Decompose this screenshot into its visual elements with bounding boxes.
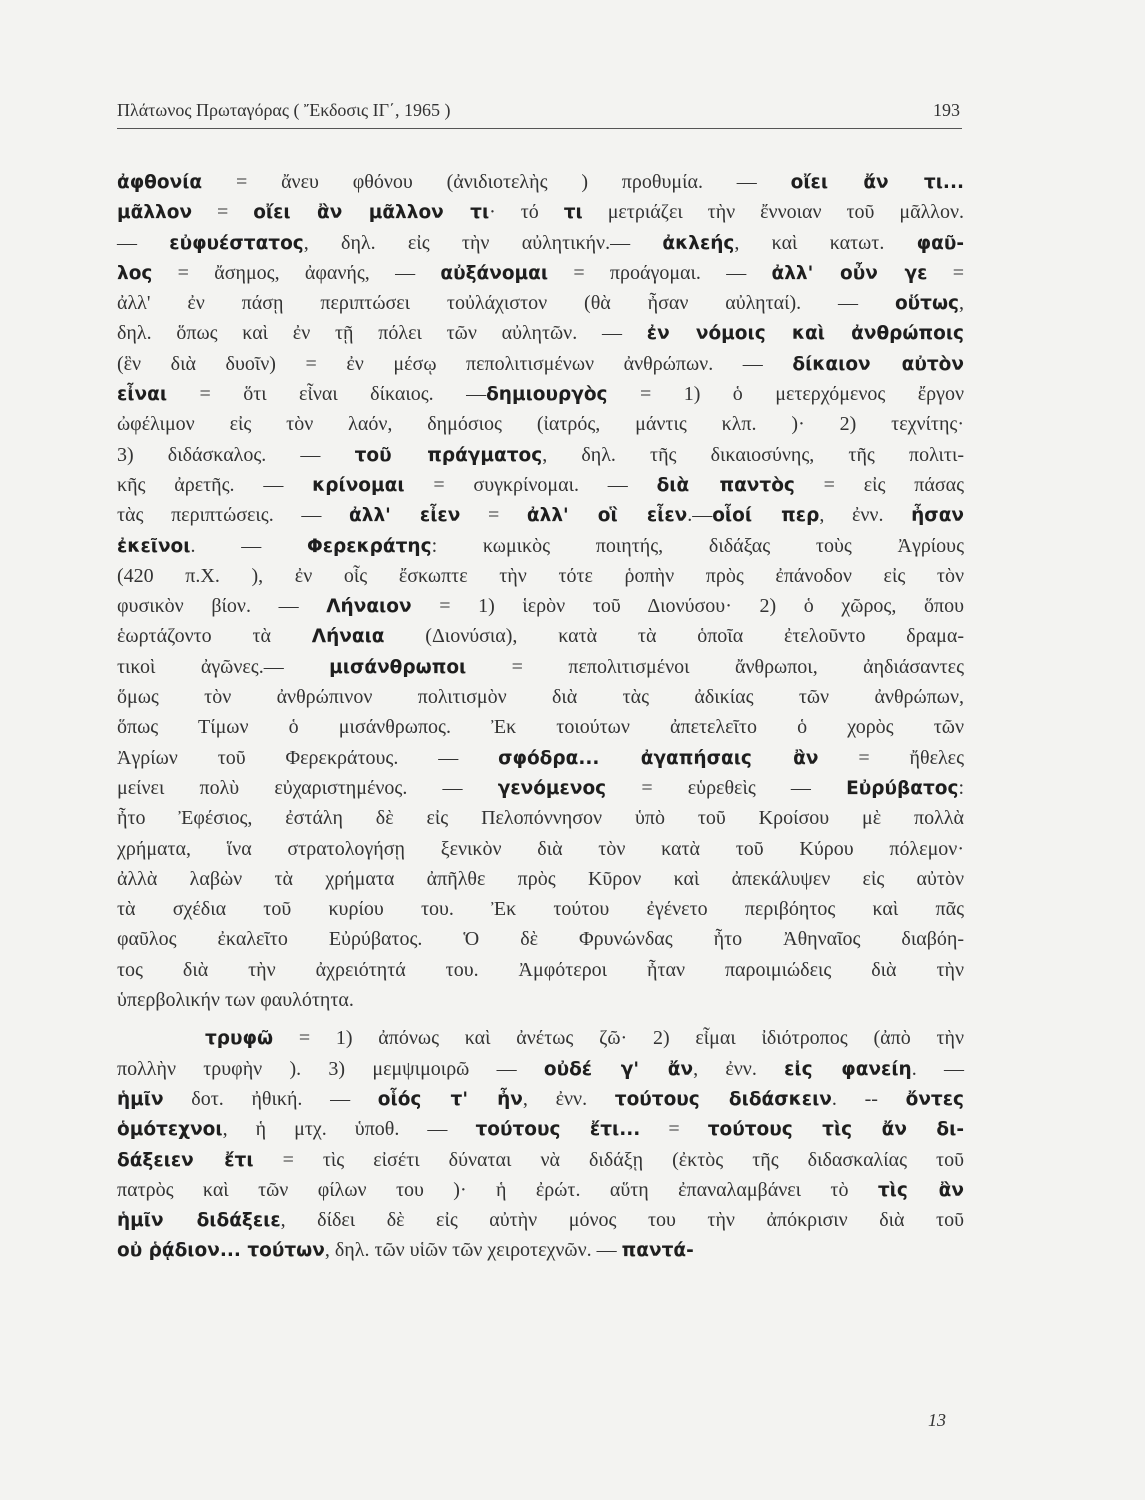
lemma: τὶς ἂν: [877, 1179, 964, 1201]
gloss: , δηλ. τῆς δικαιοσύνης, τῆς πολιτι-: [542, 443, 965, 466]
lemma: ἦσαν: [911, 505, 965, 527]
text-line: [117, 773, 964, 803]
lemma: μᾶλλον: [117, 202, 193, 224]
text-line: [117, 349, 964, 379]
lemma: οὐδέ γ' ἄν: [543, 1058, 694, 1080]
gloss: = ἄνευ φθόνου (ἀνιδιοτελὴς ) προθυμία. —: [202, 171, 791, 193]
lemma: Λήναια: [311, 626, 385, 648]
gloss: , ἡ μτχ. ὑποθ. —: [222, 1118, 476, 1141]
text-line: [117, 531, 964, 561]
lemma: εἶναι: [117, 384, 168, 406]
lemma: ἡμῖν: [117, 1088, 164, 1110]
lemma: ἐν νόμοις καὶ ἀνθρώποις: [646, 323, 965, 345]
lemma: οἴει ἄν τι...: [790, 172, 964, 193]
gloss: = 1) ἀπόνως καὶ ἀνέτως ζῶ· 2) εἶμαι ἰδιότροπος (ἀπὸ τὴν: [273, 1027, 964, 1050]
gloss: = εὑρεθεὶς —: [606, 776, 847, 799]
gloss: (Διονύσια), κατὰ τὰ ὁποῖα ἐτελοῦντο δραμα-: [384, 625, 964, 648]
lemma: οὕτως: [894, 293, 959, 315]
lemma: μισάνθρωποι: [329, 656, 467, 678]
gloss: =: [640, 1118, 708, 1141]
lemma: Εὐρύβατος: [846, 777, 959, 799]
gloss: , καὶ κατωτ.: [734, 231, 917, 254]
lemma: δάξειεν ἔτι: [117, 1149, 254, 1171]
gloss: τικοὶ ἀγῶνες.—: [117, 655, 330, 678]
lemma: ἐκεῖνοι: [117, 535, 191, 557]
gloss: πατρὸς καὶ τῶν φίλων του )· ἡ ἐρώτ. αὕτη ἐπαναλαμβάνει τὸ: [117, 1178, 878, 1201]
lemma: σφόδρα... ἀγαπήσαις ἂν: [498, 747, 819, 769]
gloss: πολλὴν τρυφὴν ). 3) μεμψιμοιρῶ —: [117, 1057, 544, 1080]
gloss: τὰς περιπτώσεις. —: [117, 504, 350, 527]
gloss: = 1) ἱερὸν τοῦ Διονύσου· 2) ὁ χῶρος, ὅπου: [411, 595, 964, 618]
text-line: [117, 834, 964, 864]
text-line: [117, 1054, 964, 1084]
text-line: [117, 197, 964, 227]
text-line: [117, 924, 964, 954]
text-line: [117, 470, 964, 500]
gloss: δοτ. ἠθική. —: [163, 1087, 378, 1110]
lemma: τούτους ἔτι...: [475, 1119, 641, 1141]
gloss: . —: [911, 1057, 964, 1080]
lemma: τούτους διδάσκειν: [614, 1088, 832, 1110]
gloss: (420 π.Χ. ), ἐν οἷς ἔσκωπτε τὴν τότε ῥοπὴν πρὸς ἐπάνοδον εἰς τὸν: [117, 564, 964, 587]
text-line: [117, 1205, 964, 1235]
lemma: γενόμενος: [497, 777, 607, 799]
gloss: ὠφέλιμον εἰς τὸν λαόν, δημόσιος (ἰατρός, μάντις κλπ. )· 2) τεχνίτης·: [117, 413, 964, 436]
page-header: [117, 96, 962, 129]
gloss: ὅπως Τίμων ὁ μισάνθρωπος. Ἐκ τοιούτων ἀπετελεῖτο ὁ χορὸς τῶν: [117, 716, 964, 739]
gloss: δηλ. ὅπως καὶ ἐν τῇ πόλει τῶν αὐλητῶν. —: [117, 322, 647, 345]
lemma: τι: [563, 202, 583, 224]
text-line: [117, 682, 964, 712]
gloss: , δηλ. εἰς τὴν αὐλητικήν.—: [303, 231, 663, 254]
lemma: ὄντες: [905, 1088, 965, 1110]
text-line: [117, 864, 964, 894]
text-line: [117, 500, 964, 530]
text-line: [117, 652, 964, 682]
gloss: = εἰς πάσας: [794, 473, 965, 496]
gloss: , δίδει δὲ εἰς αὐτὴν μόνος του τὴν ἀπόκρισιν διὰ τοῦ: [280, 1209, 964, 1232]
gloss: φαῦλος ἐκαλεῖτο Εὐρύβατος. Ὁ δὲ Φρυνώνδας ἦτο Ἀθηναῖος διαβόη-: [117, 928, 964, 951]
gloss: χρήματα, ἵνα στρατολογήσῃ ξενικὸν διὰ τὸν κατὰ τοῦ Κύρου πόλεμον·: [117, 837, 964, 860]
text-line: [117, 621, 964, 651]
gloss: ἑωρτάζοντο τὰ: [117, 625, 312, 648]
lemma: τρυφῶ: [205, 1028, 274, 1050]
lemma: οἷοί περ: [712, 505, 820, 527]
commentary-text: [117, 167, 964, 1266]
text-line: [117, 1235, 964, 1265]
gloss: = συγκρίνομαι. —: [404, 473, 657, 496]
lemma: κρίνομαι: [312, 474, 405, 496]
gloss: φυσικὸν βίον. —: [117, 595, 327, 618]
lemma: οἷός τ' ἦν: [377, 1088, 523, 1110]
lemma: ἀλλ' εἶεν: [349, 505, 461, 527]
gloss: —: [117, 231, 170, 254]
gloss: =: [192, 201, 254, 224]
gloss: ὅμως τὸν ἀνθρώπινον πολιτισμὸν διὰ τὰς ἀδικίας τῶν ἀνθρώπων,: [117, 686, 964, 709]
running-title: Πλάτωνος Πρωταγόρας ( Ἔκδοσις ΙΓ΄, 1965 ): [117, 100, 451, 120]
gloss: = πεπολιτισμένοι ἄνθρωποι, ἀηδιάσαντες: [466, 655, 964, 678]
gloss: , ἐνν.: [819, 504, 912, 527]
text-line: [117, 1145, 964, 1175]
text-line: [117, 803, 964, 833]
gloss: ,: [959, 292, 964, 315]
gloss: κῆς ἀρετῆς. —: [117, 473, 313, 496]
lemma: ἀφθονία: [117, 172, 203, 193]
gloss: · τό: [489, 201, 564, 224]
text-line: [117, 228, 964, 258]
text-line: [117, 1114, 964, 1144]
gloss: μείνει πολὺ εὐχαριστημένος. —: [117, 776, 498, 799]
lemma: ἀλλ' οὖν γε: [771, 262, 928, 284]
gloss: 3) διδάσκαλος. —: [117, 443, 355, 466]
gloss: (ἓν διὰ δυοῖν) = ἐν μέσῳ πεπολιτισμένων ἀνθρώπων. —: [117, 352, 793, 375]
lemma: οἴει ἂν μᾶλλον τι: [253, 202, 490, 224]
lemma: δημιουργὸς: [486, 384, 608, 406]
gloss: = ἤθελες: [818, 746, 964, 769]
lemma: δίκαιον αὐτὸν: [792, 353, 964, 375]
text-line: [117, 894, 964, 924]
text-line: [117, 743, 964, 773]
gloss: =: [460, 504, 527, 527]
text-line: [117, 712, 964, 742]
lemma: Λήναιον: [326, 596, 412, 618]
lemma: τοῦ πράγματος: [354, 444, 543, 466]
lemma: διὰ παντὸς: [656, 474, 795, 496]
gloss: = προάγομαι. —: [548, 261, 772, 284]
text-line: [117, 955, 964, 985]
lemma: παντά-: [621, 1240, 694, 1262]
gloss: , ἐνν.: [522, 1087, 615, 1110]
gloss: =: [927, 261, 965, 284]
text-line: [117, 288, 964, 318]
lemma: ἡμῖν διδάξειε: [117, 1210, 281, 1232]
gloss: . —: [190, 534, 307, 557]
text-line: [117, 167, 964, 197]
lemma: λος: [117, 262, 153, 284]
text-line: [117, 318, 964, 348]
gloss: μετριάζει τὴν ἔννοιαν τοῦ μᾶλλον.: [582, 201, 964, 224]
gloss: = τὶς εἰσέτι δύναται νὰ διδάξῃ (ἐκτὸς τῆς διδασκαλίας τοῦ: [253, 1148, 964, 1171]
gloss: τὰ σχέδια τοῦ κυρίου του. Ἐκ τούτου ἐγένετο περιβόητος καὶ πᾶς: [117, 898, 964, 921]
text-line: [117, 1084, 964, 1114]
gloss: ἀλλὰ λαβὼν τὰ χρήματα ἀπῆλθε πρὸς Κῦρον καὶ ἀπεκάλυψεν εἰς αὐτὸν: [117, 867, 964, 890]
text-line: [117, 1175, 964, 1205]
lemma: οὐ ῥᾴδιον... τούτων: [117, 1240, 325, 1262]
gloss: . --: [831, 1087, 906, 1110]
lemma: Φερεκράτης: [306, 535, 432, 557]
gloss: = ὅτι εἶναι δίκαιος. —: [167, 383, 487, 406]
text-line: [117, 379, 964, 409]
lemma: ὁμότεχνοι: [117, 1119, 223, 1141]
gloss: ἦτο Ἐφέσιος, ἐστάλη δὲ εἰς Πελοπόννησον ὑπὸ τοῦ Κροίσου μὲ πολλὰ: [117, 807, 964, 830]
text-line: [117, 985, 964, 1015]
gloss: τος διὰ τὴν ἀχρειότητά του. Ἀμφότεροι ἦταν παροιμιώδεις διὰ τὴν: [117, 958, 964, 981]
gloss: = ἄσημος, ἀφανής, —: [152, 261, 441, 284]
lemma: εἰς φανείη: [784, 1058, 912, 1080]
text-line: [117, 440, 964, 470]
gloss: .—: [687, 504, 713, 527]
lemma: φαῦ-: [916, 232, 964, 254]
lemma: εὐφυέστατος: [169, 232, 304, 254]
gloss: ἀλλ' ἐν πάσῃ περιπτώσει τοὐλάχιστον (θὰ ἦσαν αὐληταί). —: [117, 292, 895, 315]
text-line: [117, 1023, 964, 1053]
lemma: ἀλλ' οἳ εἶεν: [526, 505, 688, 527]
text-line: [117, 561, 964, 591]
lemma: αὐξάνομαι: [440, 262, 549, 284]
signature-mark: 13: [928, 1410, 946, 1430]
gloss: :: [958, 776, 964, 799]
text-line: [117, 591, 964, 621]
gloss: = 1) ὁ μετερχόμενος ἔργον: [607, 383, 964, 406]
page-number: 193: [933, 100, 960, 120]
gloss: ὑπερβολικήν των φαυλότητα.: [117, 989, 354, 1012]
gloss: , δηλ. τῶν υἱῶν τῶν χειροτεχνῶν. —: [324, 1239, 622, 1262]
gloss: Ἀγρίων τοῦ Φερεκράτους. —: [117, 746, 499, 769]
lemma: ἀκλεής: [662, 232, 735, 254]
gloss: : κωμικὸς ποιητής, διδάξας τοὺς Ἀγρίους: [431, 534, 964, 557]
text-line: [117, 409, 964, 439]
gloss: , ἐνν.: [693, 1057, 785, 1080]
lemma: τούτους τὶς ἄν δι-: [707, 1119, 964, 1141]
text-line: [117, 258, 964, 288]
